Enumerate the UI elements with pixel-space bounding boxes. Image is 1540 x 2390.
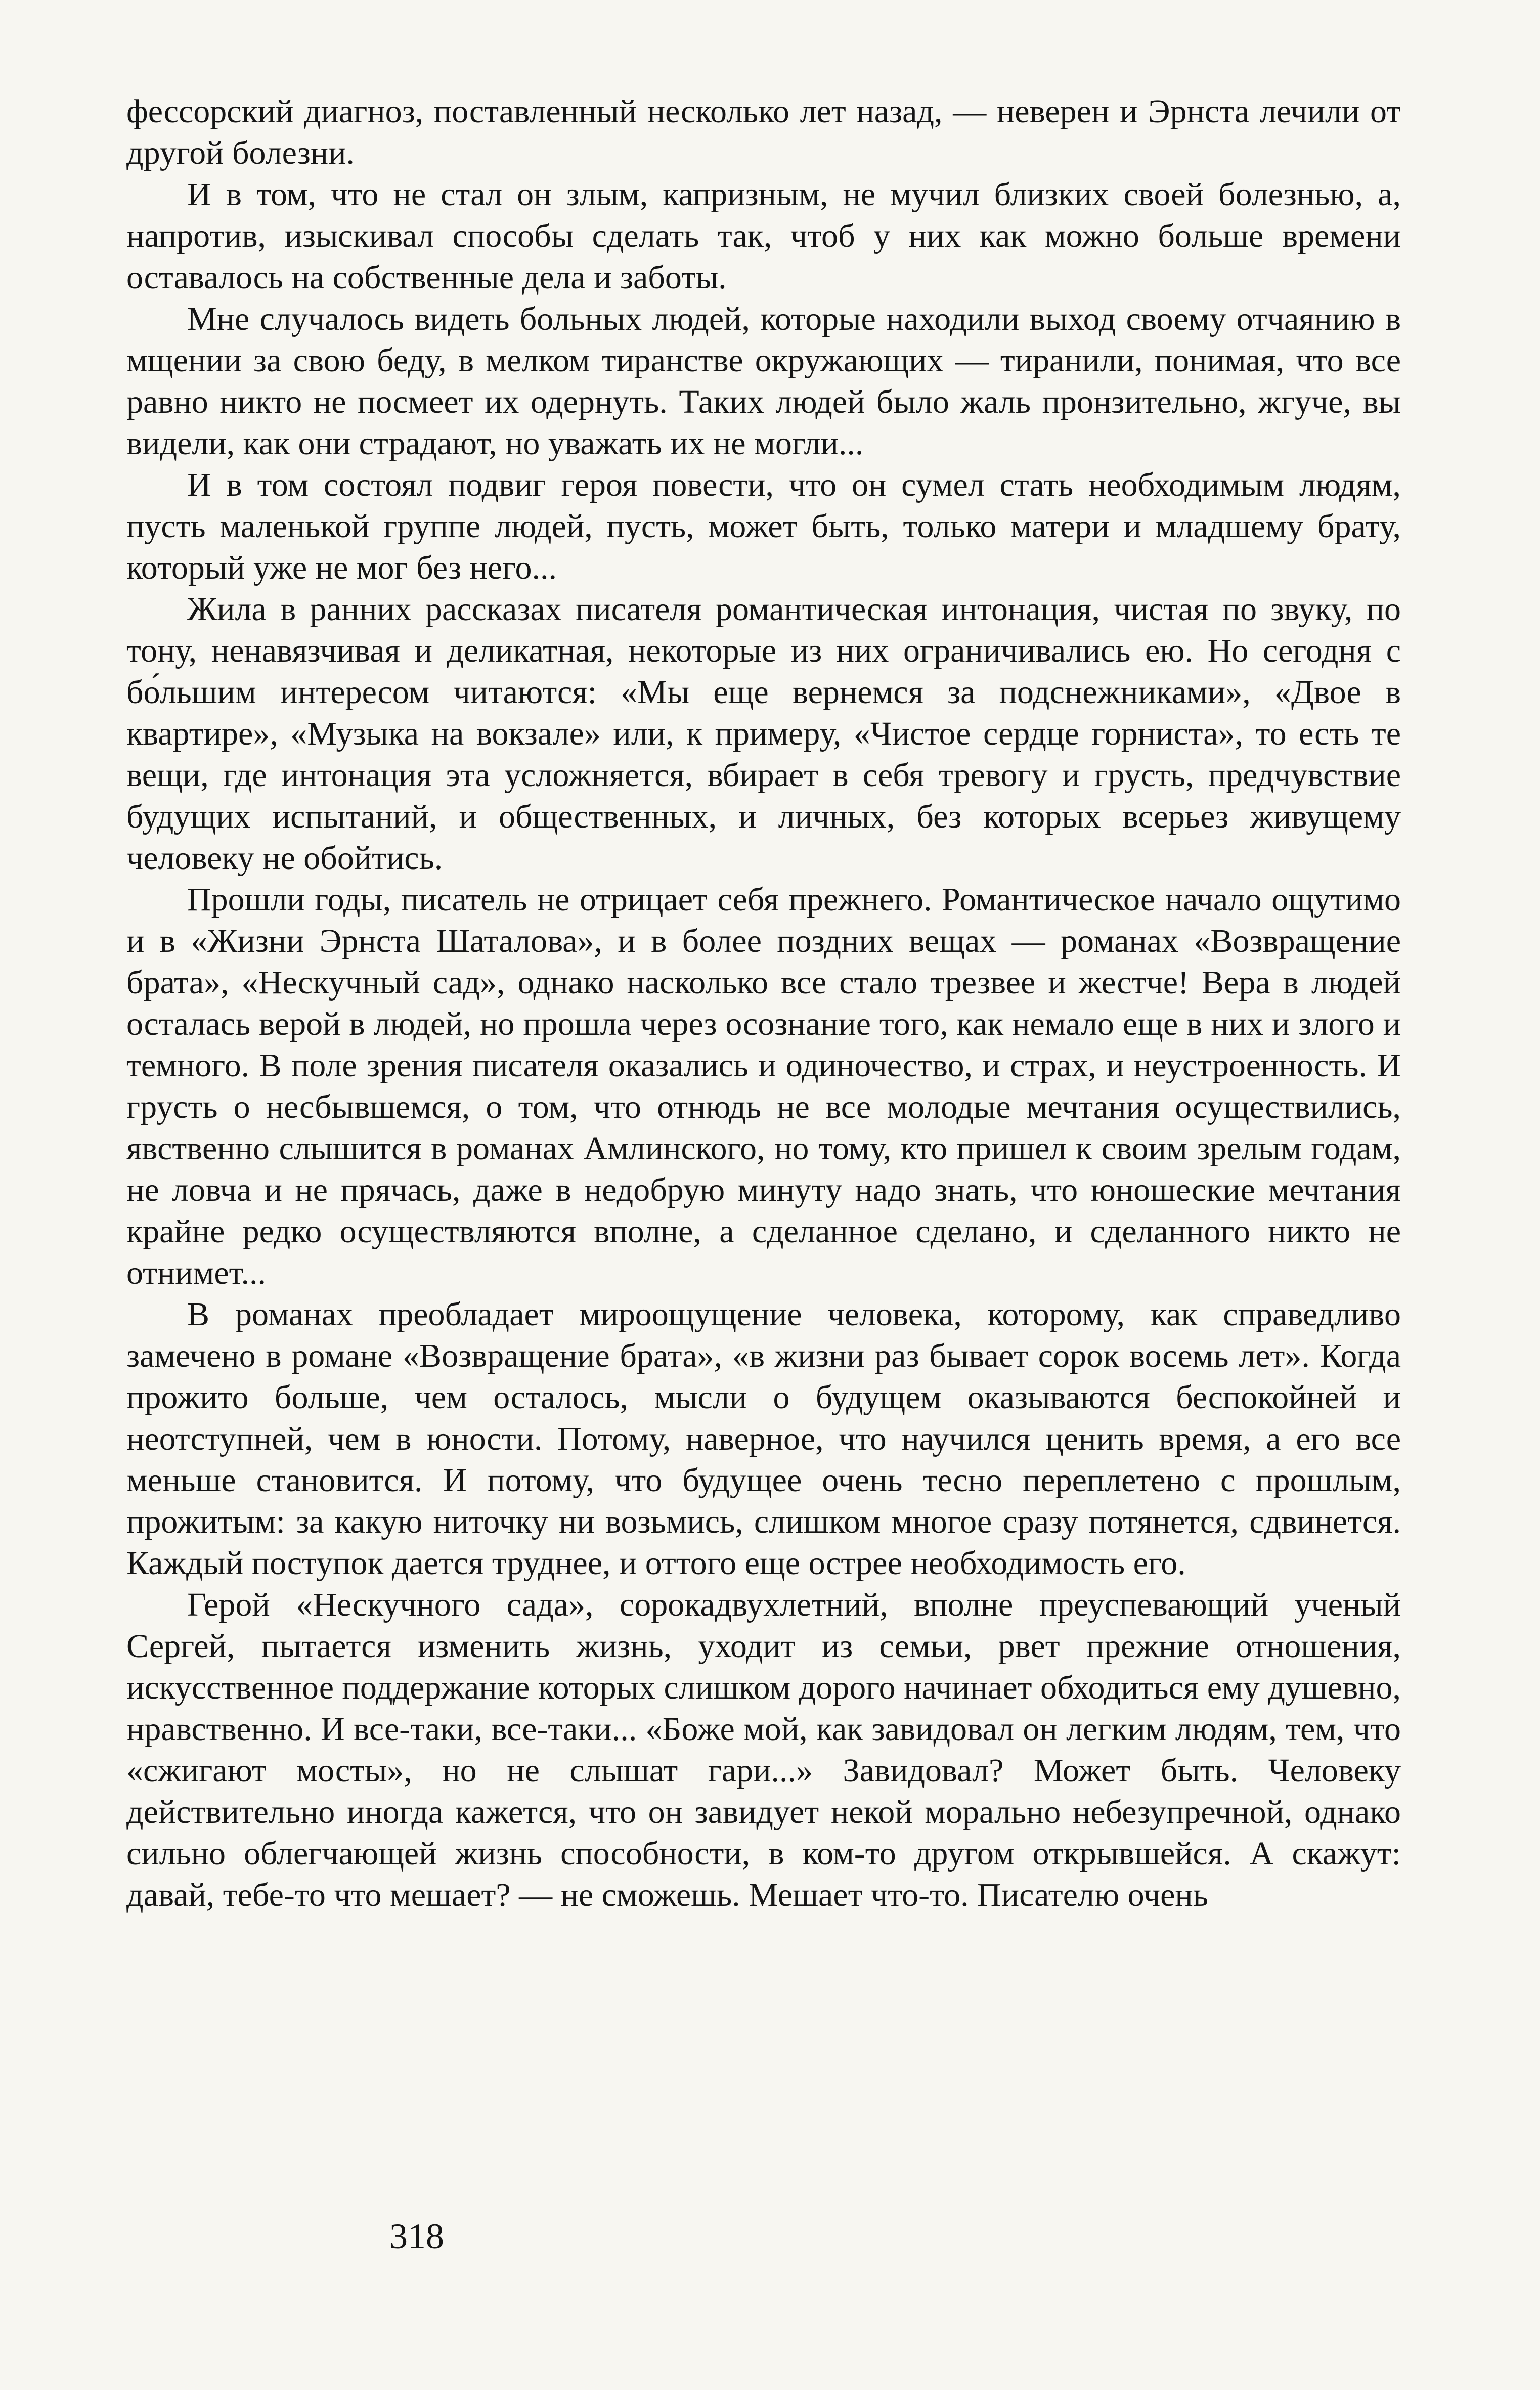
paragraph: Мне случалось видеть больных людей, которые находили выход своему отчаянию в мщении за свою беду, в мелком тиранстве окружающих — тиранили, понимая, что все равно никто не посмеет их одернуть. Таких людей было жаль пронзительно, жгуче, вы видели, как они страдают, но уважать их не могли...: [126, 300, 1401, 462]
paragraph: Герой «Нескучного сада», сорокадвухлетний, вполне преуспевающий ученый Сергей, пытается изменить жизнь, уходит из семьи, рвет прежние отношения, искусственное поддержание которых слишком дорого начинает обходиться ему душевно, нравственно. И все-таки, все-таки... «Боже мой, как завидовал он легким людям, тем, что «сжигают мосты», но не слышат гари...» Завидовал? Может быть. Человеку действительно иногда кажется, что он завидует некой морально небезупречной, однако сильно облегчающей жизнь способности, в ком-то другом открывшейся. А скажут: давай, тебе-то что мешает? — не сможешь. Мешает что-то. Писателю очень: [126, 1586, 1401, 1914]
book-page: [126, 91, 1401, 2317]
paragraph: Жила в ранних рассказах писателя романтическая интонация, чистая по звуку, по тону, ненавязчивая и деликатная, некоторые из них ограничивались ею. Но сегодня с бо́льшим интересом читаются: «Мы еще вернемся за подснежниками», «Двое в квартире», «Музыка на вокзале» или, к примеру, «Чистое сердце горниста», то есть те вещи, где интонация эта усложняется, вбирает в себя тревогу и грусть, предчувствие будущих испытаний, и общественных, и личных, без которых всерьез живущему человеку не обойтись.: [126, 591, 1401, 877]
paragraph: Прошли годы, писатель не отрицает себя прежнего. Романтическое начало ощутимо и в «Жизни Эрнста Шаталова», и в более поздних вещах — романах «Возвращение брата», «Нескучный сад», однако насколько все стало трезвее и жестче! Вера в людей осталась верой в людей, но прошла через осознание того, как немало еще в них и злого и темного. В поле зрения писателя оказались и одиночество, и страх, и неустроенность. И грусть о несбывшемся, о том, что отнюдь не все молодые мечтания осуществились, явственно слышится в романах Амлинского, но тому, кто пришел к своим зрелым годам, не ловча и не прячась, даже в недобрую минуту надо знать, что юношеские мечтания крайне редко осуществляются вполне, а сделанное сделано, и сделанного никто не отнимет...: [126, 881, 1401, 1291]
paragraph: И в том состоял подвиг героя повести, что он сумел стать необходимым людям, пусть маленькой группе людей, пусть, может быть, только матери и младшему брату, который уже не мог без него...: [126, 466, 1401, 586]
paragraph: фессорский диагноз, поставленный несколько лет назад, — неверен и Эрнста лечили от другой болезни.: [126, 93, 1401, 171]
paragraph: И в том, что не стал он злым, капризным, не мучил близких своей болезнью, а, напротив, изыскивал способы сделать так, чтоб у них как можно больше времени оставалось на собственные дела и заботы.: [126, 176, 1401, 296]
paragraph: В романах преобладает мироощущение человека, которому, как справедливо замечено в романе «Возвращение брата», «в жизни раз бывает сорок восемь лет». Когда прожито больше, чем осталось, мысли о будущем оказываются беспокойней и неотступней, чем в юности. Потому, наверное, что научился ценить время, а его все меньше становится. И потому, что будущее очень тесно переплетено с прошлым, прожитым: за какую ниточку ни возьмись, слишком многое сразу потянется, сдвинется. Каждый поступок дается труднее, и оттого еще острее необходимость его.: [126, 1296, 1401, 1582]
body-text: [126, 91, 1401, 1916]
page-number: 318: [389, 2216, 444, 2256]
